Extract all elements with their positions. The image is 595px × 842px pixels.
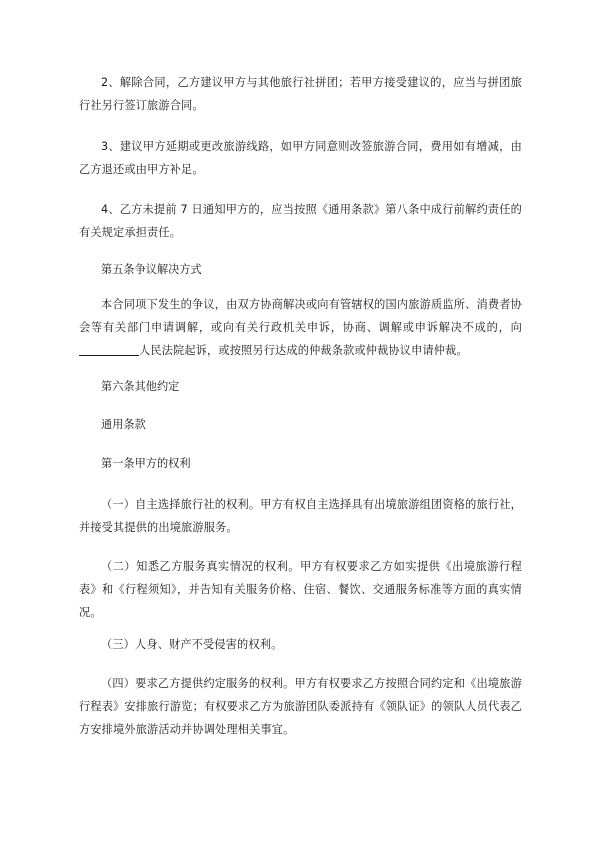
dispute-paragraph [79, 293, 522, 362]
section-heading-general-terms: 通用条款 [101, 418, 146, 431]
dispute-text-part-2: 人民法院起诉，或按照另行达成的仲裁条款或仲裁协议申请仲裁。 [139, 344, 468, 357]
dispute-text-part-1: 本合同项下发生的争议，由双方协商解决或向有管辖权的国内旅游质监所、消费者协会等有关部门申请调解，或向有关行政机关申诉，协商、调解或申诉解决不成的，向 [79, 298, 522, 334]
right-paragraph-3: （三）人身、财产不受侵害的权利。 [101, 638, 283, 651]
right-paragraph-2: （二）知悉乙方服务真实情况的权利。甲方有权要求乙方如实提供《出境旅游行程表》和《行程须知》，并告知有关服务价格、住宿、餐饮、交通服务标准等方面的真实情况。 [79, 560, 522, 619]
clause-paragraph-2: 2、解除合同，乙方建议甲方与其他旅行社拼团；若甲方接受建议的，应当与拼团旅行社另行签订旅游合同。 [79, 76, 522, 112]
section-heading-party-a-rights: 第一条甲方的权利 [101, 457, 191, 470]
right-paragraph-4: （四）要求乙方提供约定服务的权利。甲方有权要求乙方按照合同约定和《出境旅游行程表》安排旅行游览；有权要求乙方为旅游团队委派持有《领队证》的领队人员代表乙方安排境外旅游活动并协调处理相关事宜。 [79, 677, 522, 736]
clause-paragraph-4: 4、乙方未提前 7 日通知甲方的，应当按照《通用条款》第八条中成行前解约责任的有关规定承担责任。 [79, 203, 522, 239]
court-name-blank [79, 342, 139, 356]
clause-paragraph-3: 3、建议甲方延期或更改旅游线路，如甲方同意则改签旅游合同，费用如有增减，由乙方退还或由甲方补足。 [79, 140, 522, 176]
right-paragraph-1: （一）自主选择旅行社的权利。甲方有权自主选择具有出境旅游组团资格的旅行社，并接受其提供的出境旅游服务。 [79, 498, 522, 534]
section-heading-dispute: 第五条争议解决方式 [101, 263, 202, 276]
section-heading-other: 第六条其他约定 [101, 380, 180, 393]
